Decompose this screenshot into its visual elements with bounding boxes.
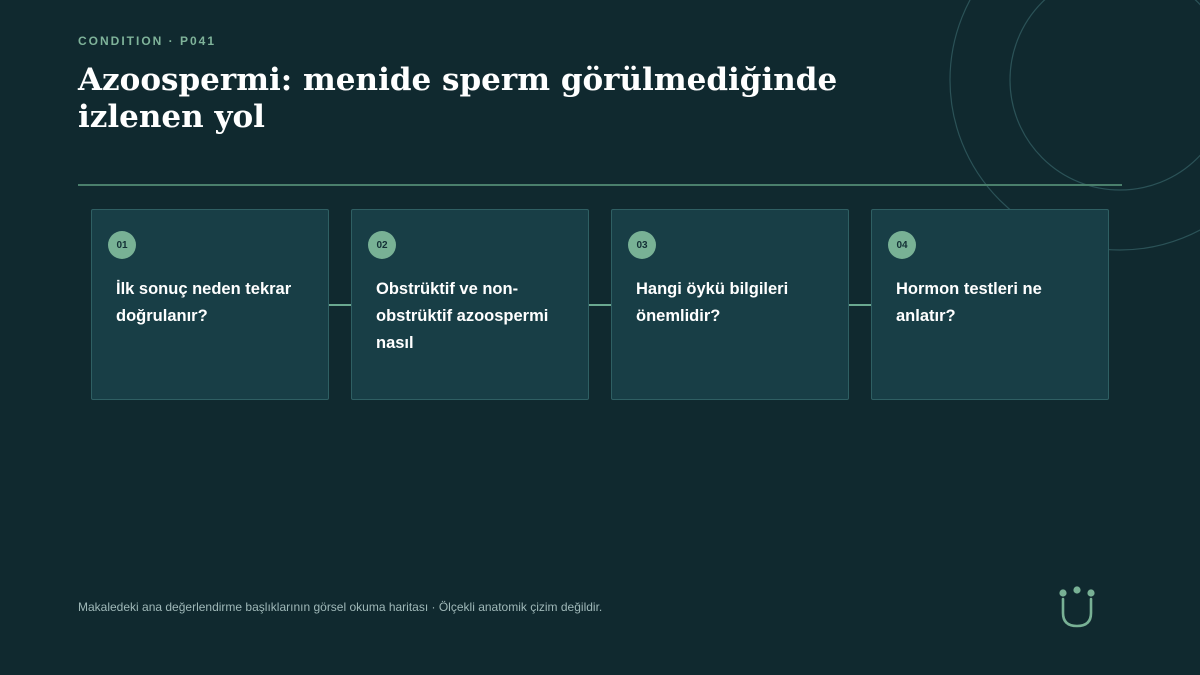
step-number-badge: 02 — [368, 231, 396, 259]
header-divider — [78, 184, 1122, 186]
step-number-badge: 04 — [888, 231, 916, 259]
step-number-badge: 03 — [628, 231, 656, 259]
step-label: İlk sonuç neden tekrar doğrulanır? — [116, 280, 292, 325]
step-card-4 — [871, 209, 1109, 400]
step-label: Hormon testleri ne anlatır? — [896, 280, 1042, 325]
step-connector — [329, 304, 351, 306]
page-title: Azoospermi: menide sperm görülmediğinde izlenen yol — [78, 62, 838, 135]
stethoscope-icon — [1056, 586, 1098, 630]
footnote: Makaledeki ana değerlendirme başlıklarının görsel okuma haritası · Ölçekli anatomik çizim değildir. — [78, 600, 603, 614]
step-label: Hangi öykü bilgileri önemlidir? — [636, 280, 789, 325]
step-card-2 — [351, 209, 589, 400]
step-label: Obstrüktif ve non-obstrüktif azoospermi nasıl — [376, 280, 549, 352]
eyebrow-label: CONDITION · P041 — [78, 34, 217, 48]
step-number-badge: 01 — [108, 231, 136, 259]
step-card-1 — [91, 209, 329, 400]
step-card-3 — [611, 209, 849, 400]
step-connector — [589, 304, 611, 306]
step-connector — [849, 304, 871, 306]
